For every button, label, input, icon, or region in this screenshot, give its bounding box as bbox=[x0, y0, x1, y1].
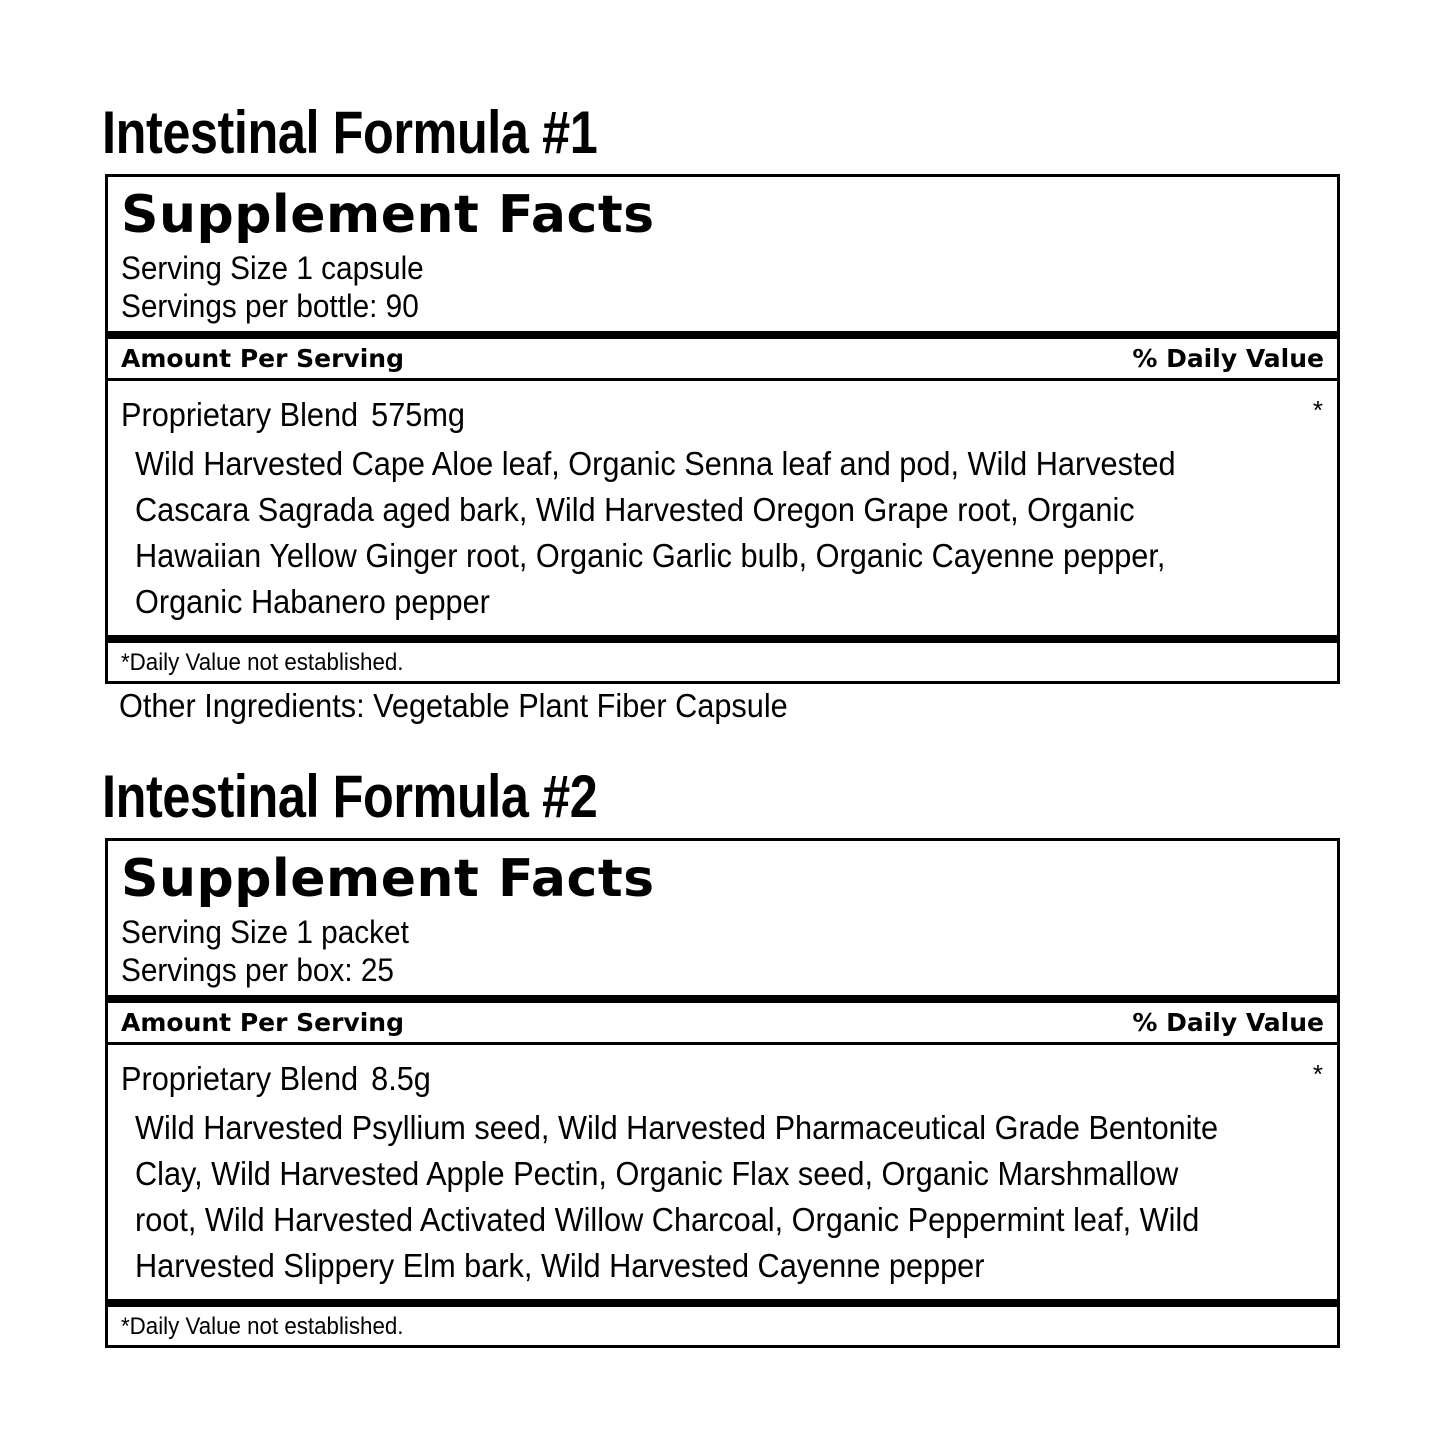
daily-value-label: % Daily Value bbox=[1132, 1008, 1324, 1037]
servings-per-container: Servings per box: 25 bbox=[121, 952, 394, 988]
supplement-facts-panel bbox=[105, 838, 1340, 1348]
amount-header-row bbox=[108, 339, 1337, 378]
ingredient-line: Cascara Sagrada aged bark, Wild Harvested Oregon Grape root, Organic bbox=[135, 491, 1135, 528]
ingredient-line: Clay, Wild Harvested Apple Pectin, Organic Flax seed, Organic Marshmallow bbox=[135, 1155, 1179, 1192]
formula-title: Intestinal Formula #1 bbox=[102, 99, 598, 166]
facts-header bbox=[108, 841, 1337, 995]
formula-2-section bbox=[102, 756, 1340, 1348]
blend-row bbox=[108, 381, 1337, 635]
footnote-text: *Daily Value not established. bbox=[121, 1313, 404, 1340]
serving-size: Serving Size 1 capsule bbox=[121, 250, 424, 286]
ingredient-line: Wild Harvested Psyllium seed, Wild Harvested Pharmaceutical Grade Bentonite bbox=[135, 1109, 1219, 1146]
ingredient-list bbox=[121, 441, 1324, 625]
footnote bbox=[108, 1307, 1337, 1345]
ingredient-line: Harvested Slippery Elm bark, Wild Harvested Cayenne pepper bbox=[135, 1247, 985, 1284]
blend-line bbox=[121, 1059, 1240, 1099]
formula-title: Intestinal Formula #2 bbox=[102, 763, 598, 830]
other-ingredients: Other Ingredients: Vegetable Plant Fiber Capsule bbox=[118, 687, 788, 724]
ingredient-line: Organic Habanero pepper bbox=[135, 583, 490, 620]
ingredient-line: Wild Harvested Cape Aloe leaf, Organic Senna leaf and pod, Wild Harvested bbox=[135, 445, 1176, 482]
amount-per-serving-label: Amount Per Serving bbox=[121, 344, 404, 373]
blend-amount: 8.5g bbox=[371, 1060, 431, 1097]
supplement-facts-panel bbox=[105, 174, 1340, 684]
amount-header-row bbox=[108, 1003, 1337, 1042]
footnote bbox=[108, 643, 1337, 681]
divider-thick bbox=[108, 1299, 1337, 1307]
ingredient-line: root, Wild Harvested Activated Willow Charcoal, Organic Peppermint leaf, Wild bbox=[135, 1201, 1200, 1238]
formula-1-section bbox=[102, 92, 1340, 726]
blend-row bbox=[108, 1045, 1337, 1299]
facts-heading: Supplement Facts bbox=[121, 185, 655, 245]
blend-name: Proprietary Blend bbox=[121, 1060, 359, 1097]
servings-per-container: Servings per bottle: 90 bbox=[121, 288, 419, 324]
facts-header bbox=[108, 177, 1337, 331]
ingredient-line: Hawaiian Yellow Ginger root, Organic Garlic bulb, Organic Cayenne pepper, bbox=[135, 537, 1166, 574]
serving-size: Serving Size 1 packet bbox=[121, 914, 409, 950]
divider-thick bbox=[108, 331, 1337, 339]
blend-line bbox=[121, 395, 1240, 435]
divider-thick bbox=[108, 635, 1337, 643]
daily-value-label: % Daily Value bbox=[1132, 344, 1324, 373]
divider-thick bbox=[108, 995, 1337, 1003]
ingredient-list bbox=[121, 1105, 1324, 1289]
blend-daily-value: * bbox=[1312, 395, 1323, 425]
blend-amount: 575mg bbox=[371, 396, 465, 433]
footnote-text: *Daily Value not established. bbox=[121, 649, 404, 676]
facts-heading: Supplement Facts bbox=[121, 849, 655, 909]
amount-per-serving-label: Amount Per Serving bbox=[121, 1008, 404, 1037]
blend-daily-value: * bbox=[1312, 1059, 1323, 1089]
blend-name: Proprietary Blend bbox=[121, 396, 359, 433]
